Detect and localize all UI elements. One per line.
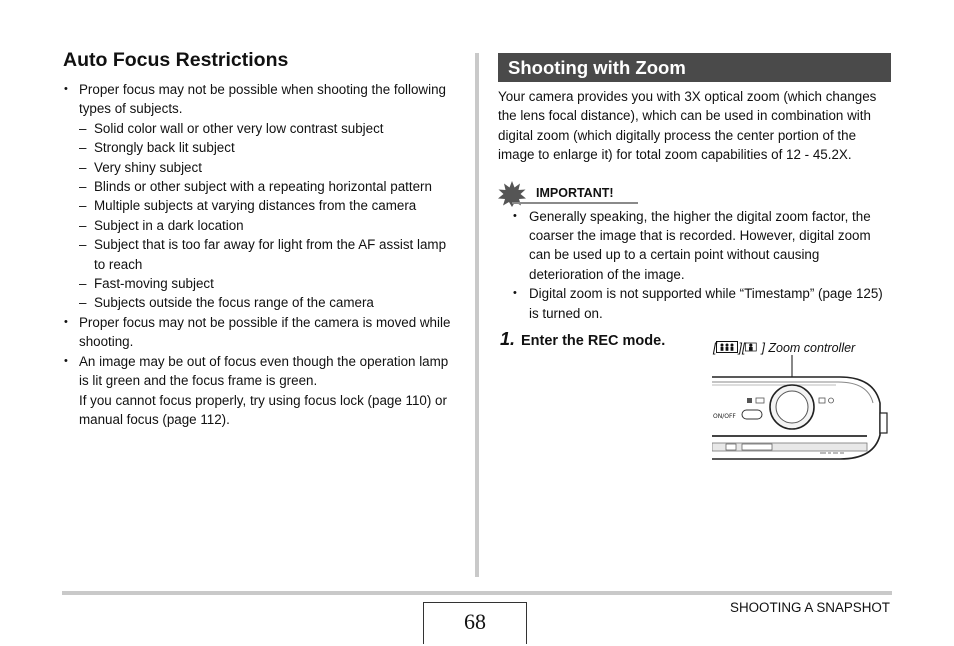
caption-bracket: [ bbox=[713, 341, 717, 355]
column-divider bbox=[475, 53, 479, 577]
important-note-heading bbox=[498, 181, 891, 207]
step-1 bbox=[500, 329, 665, 350]
important-underline bbox=[512, 202, 638, 204]
bullet-extra-text: If you cannot focus properly, try using focus lock (page 110) or manual focus (page 112). bbox=[79, 392, 447, 427]
section-title: Auto Focus Restrictions bbox=[63, 49, 289, 71]
bullet-text: Proper focus may not be possible when shooting the following types of subjects. bbox=[79, 82, 446, 117]
sub-item: – Very shiny subject bbox=[79, 158, 458, 177]
sub-item: – Subject that is too far away for light from the AF assist lamp to reach bbox=[79, 235, 458, 274]
section-footer: SHOOTING A SNAPSHOT bbox=[730, 600, 890, 615]
bullet-text: An image may be out of focus even though the operation lamp is lit green and the focus frame is green. bbox=[79, 353, 449, 389]
sub-item: – Strongly back lit subject bbox=[79, 138, 458, 157]
subject-sublist bbox=[79, 119, 458, 313]
auto-focus-restrictions-section bbox=[63, 48, 458, 429]
on-off-label: ON/OFF bbox=[713, 413, 736, 420]
list-item: • Digital zoom is not supported while “Timestamp” (page 125) is turned on. bbox=[498, 284, 891, 323]
zoom-controller-caption bbox=[713, 341, 855, 355]
sub-item: – Multiple subjects at varying distances from the camera bbox=[79, 196, 458, 215]
restrictions-list bbox=[63, 80, 458, 429]
shooting-with-zoom-section bbox=[498, 53, 891, 323]
list-item: • Proper focus may not be possible if the camera is moved while shooting. bbox=[63, 313, 458, 352]
step-number: 1. bbox=[500, 329, 516, 349]
list-item: • Generally speaking, the higher the digital zoom factor, the coarser the image that is recorded. However, digital zoom can be used up to a certain point without causing deterioration of the image. bbox=[498, 207, 891, 285]
important-list bbox=[498, 207, 891, 323]
page-number: 68 bbox=[464, 609, 486, 634]
intro-paragraph: Your camera provides you with 3X optical zoom (which changes the lens focal distance), which can be used in combination with digital zoom (which digitally process the center portion of the image to enlarge it) for total zoom capabilities of 12 - 45.2X. bbox=[498, 89, 877, 163]
sub-item: – Subject in a dark location bbox=[79, 216, 458, 235]
sub-item: – Fast-moving subject bbox=[79, 274, 458, 293]
list-item bbox=[63, 80, 458, 313]
camera-illustration bbox=[712, 355, 892, 467]
tele-zoom-icon bbox=[745, 341, 761, 353]
section-header: Shooting with Zoom bbox=[498, 53, 891, 82]
list-item bbox=[63, 352, 458, 430]
page-number-box bbox=[423, 602, 527, 644]
sub-item: – Blinds or other subject with a repeating horizontal pattern bbox=[79, 177, 458, 196]
sub-item: – Solid color wall or other very low contrast subject bbox=[79, 119, 458, 138]
important-label: IMPORTANT! bbox=[536, 185, 614, 200]
footer-rule bbox=[62, 591, 892, 595]
wide-zoom-icon bbox=[716, 341, 738, 353]
caption-text: ] Zoom controller bbox=[761, 341, 856, 355]
sub-item: – Subjects outside the focus range of the camera bbox=[79, 293, 458, 312]
step-text: Enter the REC mode. bbox=[521, 333, 666, 349]
caption-bracket: ][ bbox=[738, 341, 746, 355]
